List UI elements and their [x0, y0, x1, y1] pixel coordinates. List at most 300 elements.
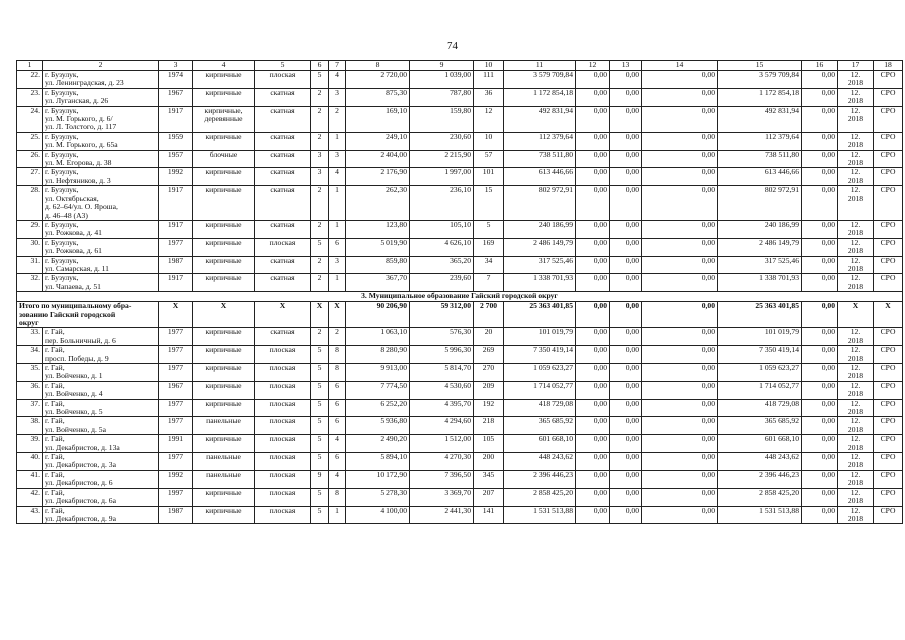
cost-col14-cell: 0,00 — [642, 506, 718, 524]
completion-term-cell-line: 2018 — [847, 353, 864, 363]
completion-term-cell-line: 12. — [850, 106, 861, 115]
cost-col13-cell: 0,00 — [610, 453, 642, 471]
address-cell-line: г. Гай, — [45, 381, 65, 390]
address-cell-line: ул. Октябрьская, — [45, 193, 99, 203]
total-c3-cell: X — [159, 302, 193, 328]
table-row — [17, 132, 903, 150]
entrances-cell: 4 — [329, 168, 346, 186]
cost-col14-cell: 0,00 — [642, 106, 718, 132]
total-area-cell: 123,80 — [346, 220, 410, 238]
completion-term-cell — [838, 88, 874, 106]
year-cell: 1987 — [159, 256, 193, 274]
address-cell — [43, 470, 159, 488]
floors-cell: 2 — [311, 220, 329, 238]
cost-col13-cell: 0,00 — [610, 106, 642, 132]
total-c7-cell: X — [329, 302, 346, 328]
cost-col12-cell: 0,00 — [576, 435, 610, 453]
cost-col12-cell: 0,00 — [576, 470, 610, 488]
completion-term-cell-line: 12. — [850, 327, 861, 337]
roof-type-cell: скатная — [255, 132, 311, 150]
address-cell-line: г. Бузулук, — [45, 88, 79, 97]
address-cell-line: г. Гай, — [45, 399, 65, 408]
wall-material-cell — [193, 346, 255, 364]
cost-col15-cell: 738 511,80 — [718, 150, 802, 168]
floors-cell: 5 — [311, 381, 329, 399]
total-area-cell: 2 176,90 — [346, 168, 410, 186]
entrances-cell: 6 — [329, 238, 346, 256]
floors-cell: 5 — [311, 435, 329, 453]
entrances-cell: 1 — [329, 186, 346, 221]
completion-term-cell — [838, 274, 874, 292]
cost-col16-cell: 0,00 — [802, 220, 838, 238]
wall-material-cell-line: кирпичные — [205, 345, 242, 355]
row-number-cell: 22. — [17, 71, 43, 89]
year-cell: 1977 — [159, 346, 193, 364]
completion-term-cell — [838, 168, 874, 186]
completion-term-cell-line: 12. — [850, 434, 861, 444]
row-number-cell: 26. — [17, 150, 43, 168]
floors-cell: 5 — [311, 364, 329, 382]
cost-col12-cell: 0,00 — [576, 256, 610, 274]
cost-col13-cell: 0,00 — [610, 238, 642, 256]
wall-material-cell — [193, 470, 255, 488]
residents-cell: 169 — [474, 238, 504, 256]
row-number-cell: 36. — [17, 381, 43, 399]
total-area-cell: 5 936,80 — [346, 417, 410, 435]
floors-cell: 5 — [311, 417, 329, 435]
cost-col13-cell: 0,00 — [610, 274, 642, 292]
cost-col13-cell: 0,00 — [610, 488, 642, 506]
address-cell — [43, 328, 159, 346]
cost-col14-cell: 0,00 — [642, 274, 718, 292]
address-cell-line: ул. Войченко, д. 1 — [45, 371, 103, 381]
wall-material-cell-line: деревянные — [204, 114, 243, 124]
completion-term-cell-line: 12. — [850, 256, 861, 265]
completion-term-cell-line: 12. — [850, 273, 861, 283]
living-area-cell: 1 512,00 — [410, 435, 474, 453]
wall-material-cell-line: кирпичные — [205, 167, 242, 177]
completion-term-cell-line: 2018 — [847, 175, 864, 185]
total-cost-cell: 7 350 419,14 — [504, 346, 576, 364]
address-cell — [43, 274, 159, 292]
address-cell-line: ул. Декабристов, д. 6а — [45, 496, 116, 506]
method-cell: СРО — [874, 106, 903, 132]
address-cell-line: ул. Нефтяников, д. 3 — [45, 175, 111, 185]
cost-col13-cell: 0,00 — [610, 399, 642, 417]
completion-term-cell — [838, 220, 874, 238]
table-row — [17, 106, 903, 132]
cost-col14-cell: 0,00 — [642, 364, 718, 382]
total-cost-cell: 317 525,46 — [504, 256, 576, 274]
residents-cell: 15 — [474, 186, 504, 221]
residents-cell: 12 — [474, 106, 504, 132]
row-number-cell: 34. — [17, 346, 43, 364]
wall-material-cell — [193, 88, 255, 106]
column-number-cell: 10 — [474, 61, 504, 71]
method-cell: СРО — [874, 238, 903, 256]
cost-col13-cell: 0,00 — [610, 186, 642, 221]
method-cell: СРО — [874, 364, 903, 382]
cost-col12-cell: 0,00 — [576, 274, 610, 292]
cost-col15-cell: 418 729,08 — [718, 399, 802, 417]
row-number-cell: 25. — [17, 132, 43, 150]
completion-term-cell — [838, 435, 874, 453]
total-area-cell: 6 252,20 — [346, 399, 410, 417]
total-cost-cell: 738 511,80 — [504, 150, 576, 168]
cost-col13-cell: 0,00 — [610, 381, 642, 399]
residents-cell: 101 — [474, 168, 504, 186]
floors-cell: 3 — [311, 150, 329, 168]
living-area-cell: 5 996,30 — [410, 346, 474, 364]
cost-col16-cell: 0,00 — [802, 168, 838, 186]
cost-col14-cell: 0,00 — [642, 71, 718, 89]
table-row — [17, 328, 903, 346]
address-cell-line: ул. Луганская, д. 26 — [45, 96, 109, 106]
completion-term-cell-line: 2018 — [847, 263, 864, 273]
address-cell-line: г. Бузулук, — [45, 70, 79, 79]
wall-material-cell — [193, 417, 255, 435]
year-cell: 1917 — [159, 274, 193, 292]
wall-material-cell — [193, 506, 255, 524]
living-area-cell: 230,60 — [410, 132, 474, 150]
row-number-cell: 41. — [17, 470, 43, 488]
year-cell: 1974 — [159, 71, 193, 89]
living-area-cell: 159,80 — [410, 106, 474, 132]
address-cell-line: д. 46–48 (А3) — [45, 210, 88, 220]
table-row — [17, 71, 903, 89]
total-cost-cell: 448 243,62 — [504, 453, 576, 471]
cost-col15-cell: 3 579 709,84 — [718, 71, 802, 89]
residents-cell: 218 — [474, 417, 504, 435]
address-cell — [43, 506, 159, 524]
roof-type-cell: плоская — [255, 435, 311, 453]
completion-term-cell-line: 12. — [850, 399, 861, 408]
page-number: 74 — [447, 40, 458, 52]
total-area-cell: 249,10 — [346, 132, 410, 150]
wall-material-cell-line: кирпичные — [205, 273, 242, 283]
cost-col14-cell: 0,00 — [642, 220, 718, 238]
year-cell: 1977 — [159, 364, 193, 382]
table-row — [17, 381, 903, 399]
address-cell-line: пер. Больничный, д. 6 — [45, 335, 116, 345]
column-number-cell: 5 — [255, 61, 311, 71]
address-cell — [43, 381, 159, 399]
total-cost-cell: 1 714 052,77 — [504, 381, 576, 399]
row-number-cell: 24. — [17, 106, 43, 132]
residents-cell: 207 — [474, 488, 504, 506]
residents-cell: 57 — [474, 150, 504, 168]
address-cell-line: ул. Войченко, д. 5а — [45, 424, 106, 434]
completion-term-cell-line: 12. — [850, 150, 861, 159]
address-cell-line: г. Гай, — [45, 345, 65, 355]
living-area-cell: 1 997,00 — [410, 168, 474, 186]
cost-col16-cell: 0,00 — [802, 364, 838, 382]
total-cost-cell: 1 059 623,27 — [504, 364, 576, 382]
wall-material-cell — [193, 168, 255, 186]
completion-term-cell — [838, 256, 874, 274]
total-c15-cell: 25 363 401,85 — [718, 302, 802, 328]
completion-term-cell — [838, 186, 874, 221]
cost-col15-cell: 1 338 701,93 — [718, 274, 802, 292]
entrances-cell: 4 — [329, 435, 346, 453]
method-cell: СРО — [874, 399, 903, 417]
cost-col15-cell: 1 531 513,88 — [718, 506, 802, 524]
living-area-cell: 3 369,70 — [410, 488, 474, 506]
year-cell: 1992 — [159, 470, 193, 488]
completion-term-cell-line: 2018 — [847, 140, 864, 150]
cost-col15-cell: 2 396 446,23 — [718, 470, 802, 488]
wall-material-cell — [193, 488, 255, 506]
cost-col13-cell: 0,00 — [610, 470, 642, 488]
wall-material-cell — [193, 328, 255, 346]
address-cell-line: г. Бузулук, — [45, 150, 79, 159]
total-area-cell: 2 490,20 — [346, 435, 410, 453]
residents-cell: 10 — [474, 132, 504, 150]
address-cell-line: г. Бузулук, — [45, 185, 79, 195]
method-cell: СРО — [874, 328, 903, 346]
cost-col15-cell: 601 668,10 — [718, 435, 802, 453]
column-number-cell: 11 — [504, 61, 576, 71]
year-cell: 1991 — [159, 435, 193, 453]
entrances-cell: 3 — [329, 256, 346, 274]
total-cost-cell: 601 668,10 — [504, 435, 576, 453]
column-number-cell: 7 — [329, 61, 346, 71]
wall-material-cell-line: блочные — [209, 150, 238, 159]
wall-material-cell — [193, 132, 255, 150]
completion-term-cell — [838, 470, 874, 488]
row-number-cell: 43. — [17, 506, 43, 524]
cost-col13-cell: 0,00 — [610, 435, 642, 453]
address-cell-line: г. Бузулук, — [45, 220, 79, 229]
completion-term-cell-line: 2018 — [847, 114, 864, 124]
completion-term-cell — [838, 328, 874, 346]
wall-material-cell — [193, 274, 255, 292]
cost-col14-cell: 0,00 — [642, 346, 718, 364]
floors-cell: 2 — [311, 186, 329, 221]
address-cell-line: ул. Декабристов, д. 13а — [45, 442, 120, 452]
wall-material-cell-line: кирпичные — [205, 88, 242, 97]
address-cell-line: ул. Чапаева, д. 51 — [45, 281, 101, 291]
total-c17-cell: X — [838, 302, 874, 328]
cost-col12-cell: 0,00 — [576, 364, 610, 382]
cost-col12-cell: 0,00 — [576, 238, 610, 256]
residents-cell: 34 — [474, 256, 504, 274]
address-cell-line: ул. Войченко, д. 5 — [45, 407, 103, 417]
completion-term-cell — [838, 132, 874, 150]
year-cell: 1977 — [159, 417, 193, 435]
completion-term-cell — [838, 417, 874, 435]
address-cell-line: ул. Войченко, д. 4 — [45, 389, 103, 399]
wall-material-cell-line: панельные — [206, 470, 241, 479]
roof-type-cell: плоская — [255, 453, 311, 471]
address-cell — [43, 220, 159, 238]
column-number-row — [17, 61, 903, 71]
wall-material-cell — [193, 220, 255, 238]
entrances-cell: 4 — [329, 470, 346, 488]
address-cell-line: ул. Декабристов, д. 6 — [45, 478, 113, 488]
cost-col15-cell: 101 019,79 — [718, 328, 802, 346]
floors-cell: 5 — [311, 506, 329, 524]
total-c13-cell: 0,00 — [610, 302, 642, 328]
living-area-cell: 2 215,90 — [410, 150, 474, 168]
total-area-cell: 169,10 — [346, 106, 410, 132]
completion-term-cell-line: 2018 — [847, 371, 864, 381]
year-cell: 1977 — [159, 399, 193, 417]
cost-col16-cell: 0,00 — [802, 346, 838, 364]
roof-type-cell: скатная — [255, 274, 311, 292]
address-cell — [43, 132, 159, 150]
row-number-cell: 37. — [17, 399, 43, 417]
cost-col14-cell: 0,00 — [642, 132, 718, 150]
address-cell-line: г. Гай, — [45, 488, 65, 497]
roof-type-cell: плоская — [255, 488, 311, 506]
cost-col16-cell: 0,00 — [802, 470, 838, 488]
cost-col15-cell: 613 446,66 — [718, 168, 802, 186]
cost-col16-cell: 0,00 — [802, 435, 838, 453]
floors-cell: 3 — [311, 168, 329, 186]
registry-body — [17, 61, 903, 524]
completion-term-cell-line: 2018 — [847, 281, 864, 291]
cost-col14-cell: 0,00 — [642, 488, 718, 506]
total-area-cell: 262,30 — [346, 186, 410, 221]
total-c12-cell: 0,00 — [576, 302, 610, 328]
completion-term-cell — [838, 399, 874, 417]
address-cell-line: г. Гай, — [45, 434, 65, 444]
address-cell — [43, 399, 159, 417]
wall-material-cell — [193, 435, 255, 453]
roof-type-cell: плоская — [255, 238, 311, 256]
entrances-cell: 1 — [329, 506, 346, 524]
table-row — [17, 364, 903, 382]
method-cell: СРО — [874, 506, 903, 524]
column-number-cell: 16 — [802, 61, 838, 71]
floors-cell: 5 — [311, 399, 329, 417]
completion-term-cell-line: 12. — [850, 488, 861, 497]
method-cell: СРО — [874, 274, 903, 292]
total-cost-cell: 418 729,08 — [504, 399, 576, 417]
table-row — [17, 470, 903, 488]
roof-type-cell: скатная — [255, 186, 311, 221]
wall-material-cell — [193, 71, 255, 89]
row-number-cell: 30. — [17, 238, 43, 256]
total-area-cell: 10 172,90 — [346, 470, 410, 488]
address-cell — [43, 238, 159, 256]
completion-term-cell-line: 2018 — [847, 442, 864, 452]
completion-term-cell — [838, 71, 874, 89]
cost-col14-cell: 0,00 — [642, 186, 718, 221]
living-area-cell: 1 039,00 — [410, 71, 474, 89]
table-row — [17, 506, 903, 524]
cost-col12-cell: 0,00 — [576, 150, 610, 168]
address-cell — [43, 488, 159, 506]
cost-col16-cell: 0,00 — [802, 238, 838, 256]
method-cell: СРО — [874, 488, 903, 506]
year-cell: 1917 — [159, 186, 193, 221]
floors-cell: 2 — [311, 88, 329, 106]
living-area-cell: 365,20 — [410, 256, 474, 274]
living-area-cell: 7 396,50 — [410, 470, 474, 488]
total-label-cell-line: зованию Гайский городской — [19, 309, 116, 319]
cost-col16-cell: 0,00 — [802, 256, 838, 274]
address-cell-line: ул. Рожкова, д. 41 — [45, 228, 102, 238]
cost-col12-cell: 0,00 — [576, 506, 610, 524]
completion-term-cell — [838, 506, 874, 524]
residents-cell: 270 — [474, 364, 504, 382]
floors-cell: 2 — [311, 328, 329, 346]
row-number-cell: 38. — [17, 417, 43, 435]
roof-type-cell: плоская — [255, 506, 311, 524]
cost-col12-cell: 0,00 — [576, 399, 610, 417]
address-cell-line: ул. Самарская, д. 11 — [45, 263, 109, 273]
roof-type-cell: плоская — [255, 346, 311, 364]
address-cell-line: г. Гай, — [45, 452, 65, 462]
address-cell-line: г. Гай, — [45, 506, 65, 515]
total-cost-cell: 1 531 513,88 — [504, 506, 576, 524]
total-area-cell: 7 774,50 — [346, 381, 410, 399]
total-area-cell: 5 019,90 — [346, 238, 410, 256]
wall-material-cell-line: кирпичные — [205, 381, 242, 390]
year-cell: 1977 — [159, 328, 193, 346]
cost-col16-cell: 0,00 — [802, 328, 838, 346]
residents-cell: 111 — [474, 71, 504, 89]
total-cost-cell: 492 831,94 — [504, 106, 576, 132]
method-cell: СРО — [874, 71, 903, 89]
table-row — [17, 88, 903, 106]
living-area-cell: 4 395,70 — [410, 399, 474, 417]
cost-col16-cell: 0,00 — [802, 399, 838, 417]
address-cell — [43, 435, 159, 453]
cost-col16-cell: 0,00 — [802, 132, 838, 150]
cost-col12-cell: 0,00 — [576, 71, 610, 89]
cost-col15-cell: 1 714 052,77 — [718, 381, 802, 399]
table-row — [17, 186, 903, 221]
living-area-cell: 4 626,10 — [410, 238, 474, 256]
total-area-cell: 8 280,90 — [346, 346, 410, 364]
total-c16-cell: 0,00 — [802, 302, 838, 328]
row-number-cell: 29. — [17, 220, 43, 238]
entrances-cell: 2 — [329, 328, 346, 346]
completion-term-cell-line: 2018 — [847, 460, 864, 470]
address-cell-line: г. Гай, — [45, 416, 65, 426]
method-cell: СРО — [874, 435, 903, 453]
completion-term-cell — [838, 488, 874, 506]
year-cell: 1917 — [159, 220, 193, 238]
column-number-cell: 12 — [576, 61, 610, 71]
wall-material-cell — [193, 381, 255, 399]
cost-col15-cell: 112 379,64 — [718, 132, 802, 150]
wall-material-cell — [193, 238, 255, 256]
total-c6-cell: X — [311, 302, 329, 328]
method-cell: СРО — [874, 88, 903, 106]
address-cell-line: ул. М. Горького, д. 6/ — [45, 114, 113, 124]
completion-term-cell — [838, 364, 874, 382]
living-area-cell: 4 270,30 — [410, 453, 474, 471]
address-cell-line: г. Бузулук, — [45, 273, 79, 283]
living-area-cell: 105,10 — [410, 220, 474, 238]
cost-col16-cell: 0,00 — [802, 71, 838, 89]
wall-material-cell-line: кирпичные — [205, 327, 242, 337]
method-cell: СРО — [874, 132, 903, 150]
total-cost-cell: 1 338 701,93 — [504, 274, 576, 292]
roof-type-cell: скатная — [255, 168, 311, 186]
wall-material-cell-line: кирпичные — [205, 488, 242, 497]
table-row — [17, 238, 903, 256]
wall-material-cell-line: кирпичные — [205, 363, 242, 372]
row-number-cell: 28. — [17, 186, 43, 221]
roof-type-cell: плоская — [255, 417, 311, 435]
cost-col16-cell: 0,00 — [802, 453, 838, 471]
address-cell — [43, 417, 159, 435]
